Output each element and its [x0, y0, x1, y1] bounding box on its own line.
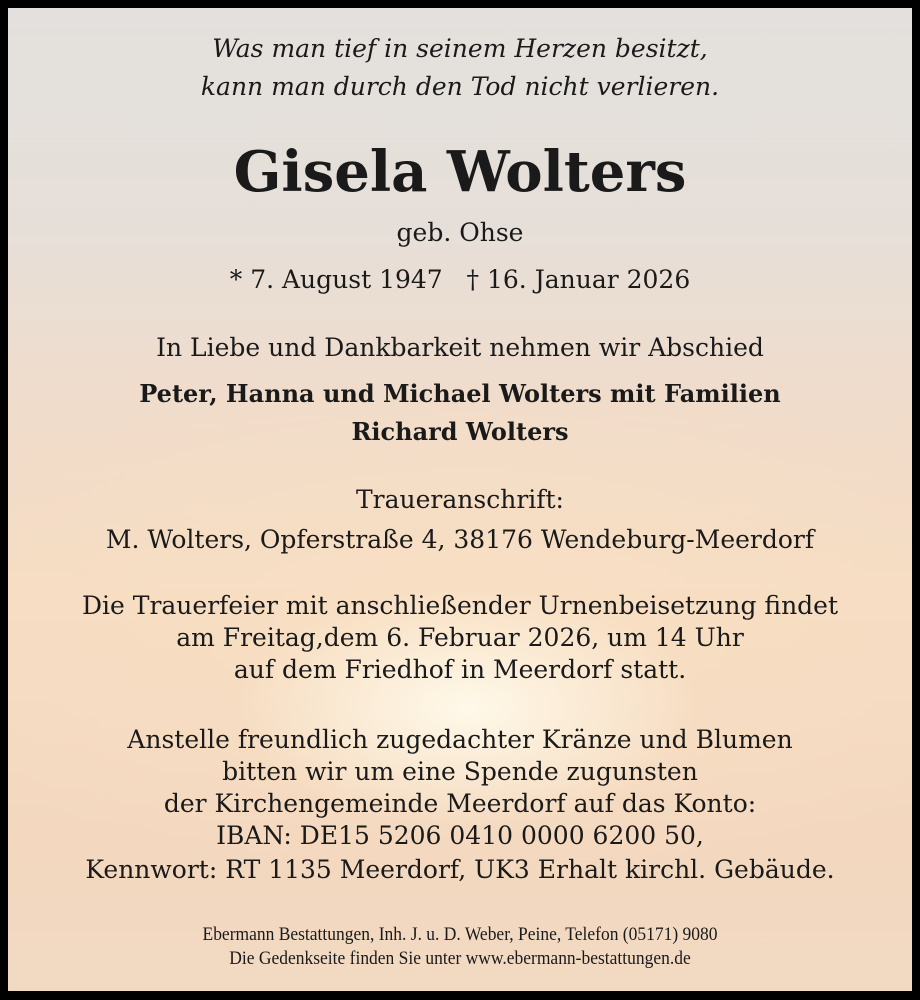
deceased-name: Gisela Wolters — [233, 139, 687, 205]
footer-line: Ebermann Bestattungen, Inh. J. u. D. Weber, Peine, Telefon (05171) 9080 — [202, 924, 718, 945]
donation-line: bitten wir um eine Spende zugunsten — [222, 757, 698, 786]
ceremony-line: Die Trauerfeier mit anschließender Urnenbeisetzung findet — [81, 591, 839, 620]
footer-line: Die Gedenkseite finden Sie unter www.ebermann-bestattungen.de — [229, 948, 691, 969]
donation-keyword: Kennwort: RT 1135 Meerdorf, UK3 Erhalt kirchl. Gebäude. — [85, 855, 835, 884]
address-label: Traueranschrift: — [356, 485, 564, 514]
mourning-address: M. Wolters, Opferstraße 4, 38176 Wendeburg-Meerdorf — [105, 525, 815, 554]
life-dates: * 7. August 1947 † 16. Januar 2026 — [229, 265, 691, 294]
ceremony-line: auf dem Friedhof in Meerdorf statt. — [233, 655, 687, 684]
donation-line: der Kirchengemeinde Meerdorf auf das Konto: — [163, 789, 757, 818]
obituary-notice — [8, 8, 912, 991]
mourner-line: Richard Wolters — [351, 417, 569, 446]
farewell-text: In Liebe und Dankbarkeit nehmen wir Abschied — [156, 333, 764, 362]
mourner-line: Peter, Hanna und Michael Wolters mit Familien — [139, 379, 781, 408]
donation-line: Anstelle freundlich zugedachter Kränze und Blumen — [127, 725, 793, 754]
quote-line: Was man tief in seinem Herzen besitzt, — [212, 34, 708, 63]
ceremony-line: am Freitag,dem 6. Februar 2026, um 14 Uhr — [176, 623, 744, 652]
quote-line: kann man durch den Tod nicht verlieren. — [200, 72, 720, 101]
birth-name: geb. Ohse — [396, 218, 524, 247]
iban-line: IBAN: DE15 5206 0410 0000 6200 50, — [216, 821, 704, 850]
